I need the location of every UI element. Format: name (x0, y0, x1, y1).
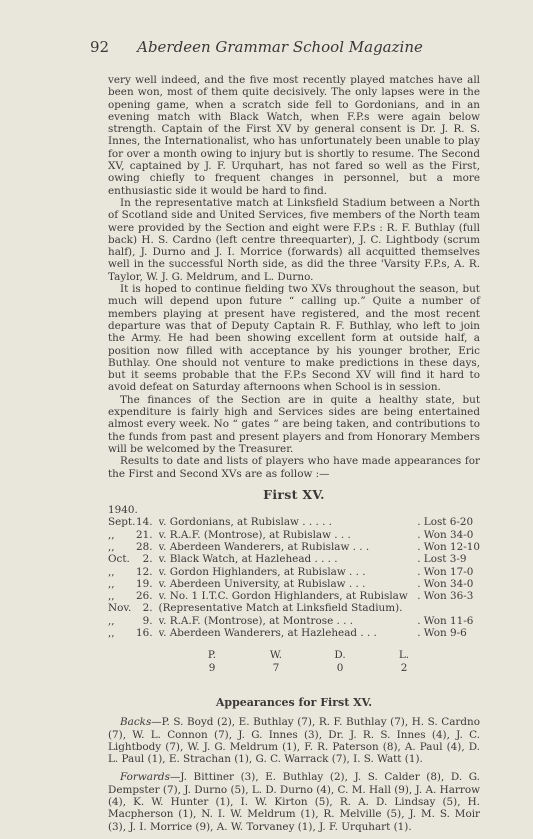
forwards-label: Forwards (120, 771, 170, 784)
fixture-day: 2. (142, 553, 153, 566)
fixture-result: . Won 17-0 (417, 565, 474, 578)
season-year: 1940. (108, 504, 138, 517)
fixture-result: . Won 34-0 (417, 577, 474, 590)
fixture-row (108, 516, 480, 528)
fixture-match: v. R.A.F. (Montrose), at Montrose . . . (158, 614, 354, 627)
appearances-heading: Appearances for First XV. (215, 695, 373, 709)
summary-header-lost: L. (398, 649, 410, 662)
paragraph: It is hoped to continue fielding two XVs throughout the season, but much will depend upon future “ calling up.” Quite a number of members playing at present have registered, and the most recent departure was that of Deputy Captain R. F. Buthlay, who left to join the Army. He had been showing excellent form at outside half, a position now filled with acceptance by his younger brother, Eric Buthlay. One should not venture to make predictions in these days, but it seems probable that the F.P.s Second XV will find it hard to avoid defeat on Saturday afternoons when School is in session. (108, 283, 480, 394)
fixture-result: . Won 9-6 (417, 627, 467, 640)
running-title: Aberdeen Grammar School Magazine (137, 38, 423, 56)
paragraph: In the representative match at Linksfield Stadium between a North of Scotland side and United Services, five members of the North team were provided by the Section and eight were F.P.s : R. F. Buthlay (full back) H. S. Cardno (left centre threequarter), J. C. Lightbody (scrum half), J. Durno and J. I. Morrice (forwards) all acquitted themselves well in the successful North side, as did the three 'Varsity F.P.s, A. R. Taylor, W. J. G. Meldrum, and L. Durno. (108, 196, 480, 283)
fixture-match: v. R.A.F. (Montrose), at Rubislaw . . . (158, 528, 351, 541)
first-xv-heading: First XV. (263, 486, 325, 502)
backs-text: —P. S. Boyd (2), E. Buthlay (7), R. F. Buthlay (7), H. S. Cardno (7), W. L. Connon (7), J. G. Innes (3), Dr. J. R. S. Innes (4), J. C. Lightbody (7), W. J. G. Meldrum (1), F. R. Paterson (8), A. Paul (4), D. L. Paul (1), E. Strachan (1), G. C. Warrack (7), I. S. Watt (1). (108, 716, 480, 766)
summary-header-drawn: D. (334, 649, 346, 662)
fixture-month: Nov. (108, 602, 132, 615)
article-body (108, 74, 480, 839)
page-header (90, 38, 470, 58)
fixture-result (415, 602, 480, 614)
fixture-result: . Lost 3-9 (417, 553, 467, 566)
fixture-month: ,, (108, 577, 115, 590)
summary-header-played: P. (207, 649, 217, 662)
fixture-month: ,, (108, 528, 115, 541)
fixture-result: . Won 12-10 (417, 540, 480, 553)
page-number: 92 (90, 38, 110, 56)
fixture-day: 28. (136, 540, 153, 553)
fixture-match: v. Gordon Highlanders, at Rubislaw . . . (158, 565, 366, 578)
fixture-match: v. Black Watch, at Hazlehead . . . . (158, 553, 338, 566)
fixture-month: ,, (108, 614, 115, 627)
fixture-month: ,, (108, 565, 115, 578)
fixture-day: 12. (136, 565, 153, 578)
fixture-month: Sept. (108, 516, 136, 529)
fixture-row (108, 529, 480, 541)
fixture-row (108, 578, 480, 590)
fixture-month: Oct. (108, 553, 130, 566)
fixture-match: v. Gordonians, at Rubislaw . . . . . (158, 516, 332, 529)
fixture-match: v. Aberdeen University, at Rubislaw . . . (158, 577, 366, 590)
summary-value-drawn: 0 (336, 662, 344, 675)
fixture-result: . Lost 6-20 (417, 516, 474, 529)
fixture-day: 21. (136, 528, 153, 541)
fixture-result: . Won 36-3 (417, 590, 474, 603)
fixture-day: 2. (142, 602, 153, 615)
fixture-row (108, 566, 480, 578)
fixture-row (108, 590, 480, 602)
fixture-result: . Won 11-6 (417, 614, 474, 627)
appearances-list (108, 716, 480, 833)
fixture-row (108, 602, 480, 614)
fixture-month: ,, (108, 590, 115, 603)
summary-value-won: 7 (272, 662, 280, 675)
fixture-row (108, 553, 480, 565)
fixture-month: ,, (108, 540, 115, 553)
fixture-day: 14. (136, 516, 153, 529)
fixture-match: v. Aberdeen Wanderers, at Rubislaw . . . (158, 540, 370, 553)
paragraph: Results to date and lists of players who have made appearances for the First and Second XVs are as follow :— (108, 455, 480, 480)
backs-paragraph (108, 716, 480, 765)
backs-label: Backs (120, 716, 152, 729)
fixture-match: v. Aberdeen Wanderers, at Hazlehead . . . (158, 627, 377, 640)
paragraph: very well indeed, and the five most recently played matches have all been won, most of them quite decisively. The only lapses were in the opening game, when a scratch side fell to Gordonians, and in an evening match with Black Watch, when F.P.s were again below strength. Captain of the First XV by general consent is Dr. J. R. S. Innes, the Internationalist, who has unfortunately been unable to play for over a month owing to injury but is shortly to resume. The Second XV, captained by J. F. Urquhart, has not fared so well as the First, owing chiefly to frequent changes in personnel, but a more enthusiastic side it would be hard to find. (108, 74, 480, 197)
summary-value-played: 9 (208, 662, 216, 675)
summary-header-won: W. (269, 649, 283, 662)
fixture-day: 9. (142, 614, 153, 627)
fixture-month: ,, (108, 627, 115, 640)
fixture-row (108, 627, 480, 639)
forwards-text: —J. Bittiner (3), E. Buthlay (2), J. S. Calder (8), D. G. Dempster (7), J. Durno (5), L. D. Durno (4), C. M. Hall (9), J. A. Harrow (4), K. W. Hunter (1), I. W. Kirton (5), R. A. D. Lindsay (5), H. Macpherson (1), N. I. W. Meldrum (1), R. Melville (5), J. M. S. Moir (3), J. I. Morrice (9), A. W. Torvaney (1), J. F. Urquhart (1). (108, 771, 480, 833)
season-summary (180, 649, 436, 675)
fixture-match: (Representative Match at Linksfield Stadium). (158, 602, 403, 615)
paragraph: The finances of the Section are in quite a healthy state, but expenditure is fairly high and Services sides are being entertained almost every week. No “ gates ” are being taken, and contributions to the funds from past and present players and from Honorary Members will be welcomed by the Treasurer. (108, 393, 480, 455)
fixture-day: 19. (136, 577, 153, 590)
fixtures-table (108, 516, 480, 639)
forwards-paragraph (108, 771, 480, 832)
summary-value-lost: 2 (400, 662, 408, 675)
fixture-match: v. No. 1 I.T.C. Gordon Highlanders, at Rubislaw (158, 590, 408, 603)
fixture-row (108, 541, 480, 553)
fixture-day: 26. (136, 590, 153, 603)
fixture-day: 16. (136, 627, 153, 640)
fixture-row (108, 615, 480, 627)
fixture-result: . Won 34-0 (417, 528, 474, 541)
